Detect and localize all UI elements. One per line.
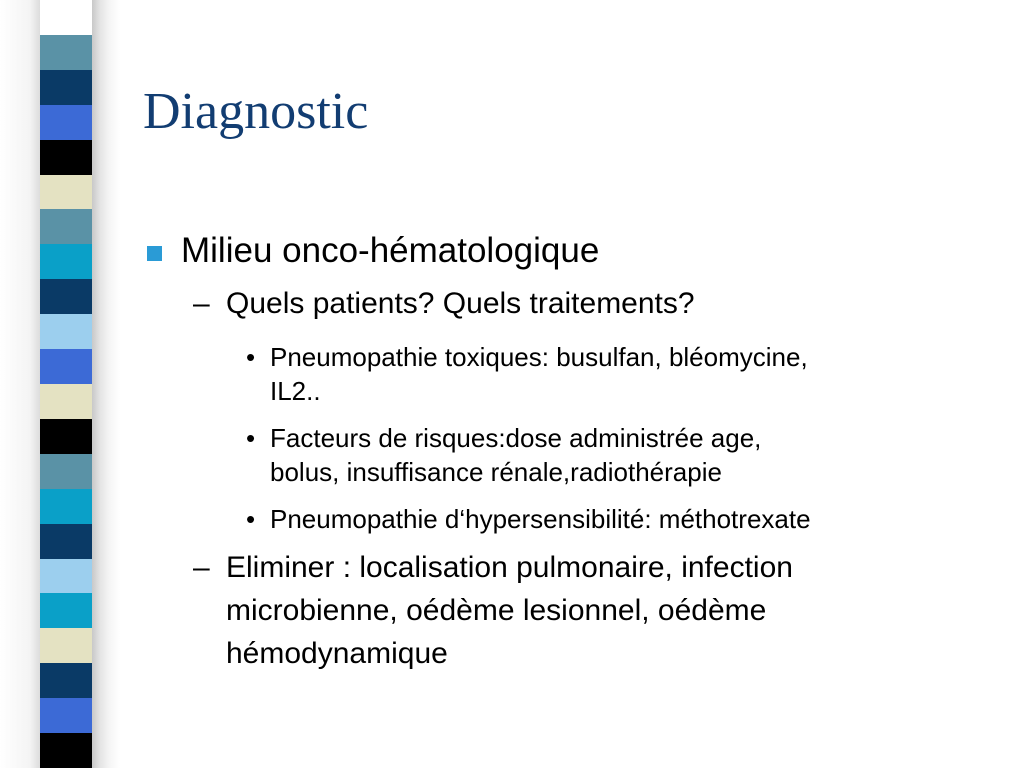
dot-bullet-icon: • [246,342,256,372]
stripe-segment [40,244,96,279]
stripe-segment [40,314,96,349]
stripe-bar-edge [0,0,40,768]
square-bullet-icon [147,246,162,261]
stripe-segment [40,279,96,314]
stripe-segment [40,628,96,663]
slide-title: Diagnostic [143,83,369,140]
stripe-segment [40,733,96,768]
dot-bullet-icon: • [246,423,256,453]
stripe-segment [40,593,96,628]
stripe-segment [40,35,96,70]
stripe-bar-shadow [92,0,120,768]
stripe-segment [40,384,96,419]
stripe-segment [40,209,96,244]
stripe-segment [40,419,96,454]
dot-bullet-icon: • [246,504,256,534]
stripe-segment [40,698,96,733]
sub-bullet-line: Eliminer : localisation pulmonaire, infection [226,551,793,584]
sub-bullet-line: microbienne, oédème lesionnel, oédème [226,594,767,627]
stripe-segment [40,105,96,140]
dash-bullet-icon: – [193,287,210,320]
bullet-level1-text: Milieu onco-hématologique [181,231,600,270]
stripe-segment [40,559,96,594]
stripe-segment [40,489,96,524]
stripe-segment [40,663,96,698]
item-line: Pneumopathie toxiques: busulfan, bléomycine, [270,342,808,372]
item-line: bolus, insuffisance rénale,radiothérapie [270,457,722,487]
stripe-segment [40,454,96,489]
sub-bullet-line: hémodynamique [226,637,448,670]
stripe-segment [40,70,96,105]
stripe-column [40,0,96,768]
sub-bullet-text: Quels patients? Quels traitements? [226,287,695,320]
item-line: Pneumopathie d‘hypersensibilité: méthotrexate [270,504,811,534]
stripe-segment [40,349,96,384]
item-line: Facteurs de risques:dose administrée age, [270,423,762,453]
stripe-segment [40,0,96,35]
stripe-segment [40,140,96,175]
item-line: IL2.. [270,376,321,406]
stripe-segment [40,524,96,559]
decorative-stripe-bar [0,0,120,768]
stripe-segment [40,175,96,210]
dash-bullet-icon: – [193,551,210,584]
